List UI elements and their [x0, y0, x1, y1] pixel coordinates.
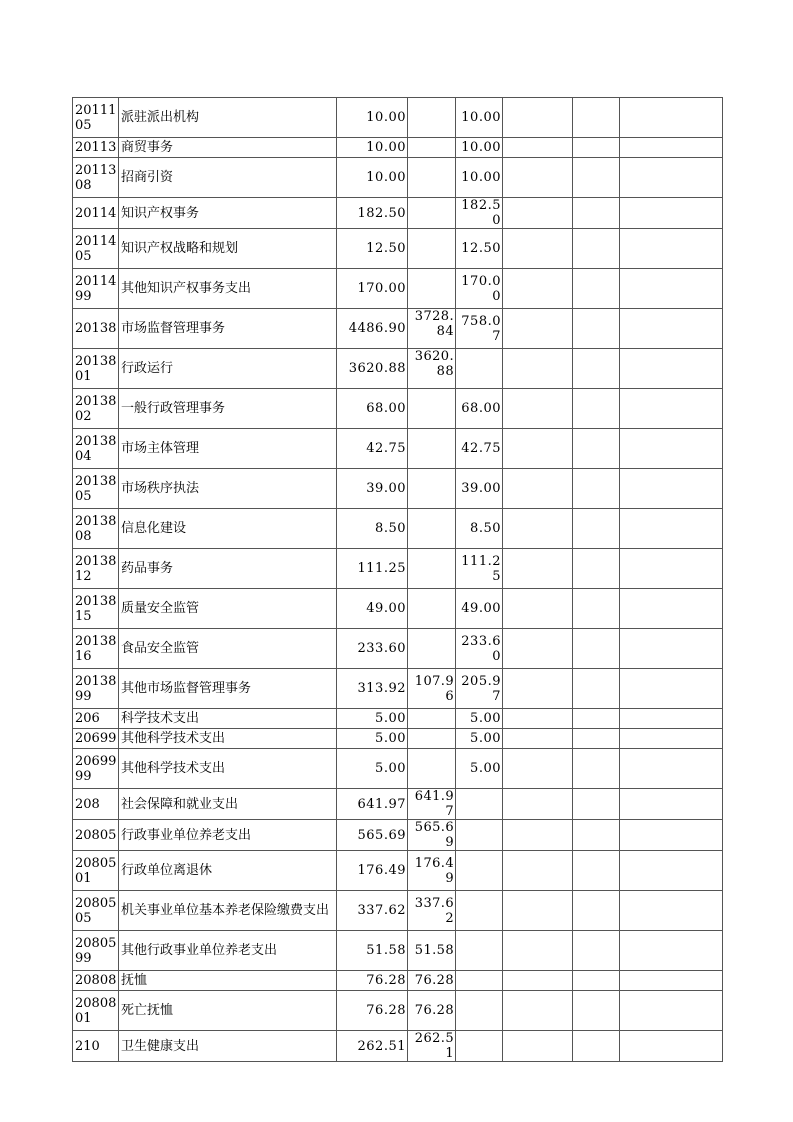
table-row	[73, 729, 723, 749]
account-name-cell: 其他科学技术支出	[119, 729, 337, 749]
total-amount-cell: 42.75	[337, 429, 408, 469]
empty-cell	[573, 309, 620, 349]
basic-expenditure-cell	[408, 429, 456, 469]
total-amount-cell: 337.62	[337, 891, 408, 931]
account-code-cell: 208	[73, 789, 119, 820]
basic-expenditure-cell: 76.28	[408, 991, 456, 1031]
total-amount-cell: 641.97	[337, 789, 408, 820]
total-amount-cell: 10.00	[337, 138, 408, 158]
table-row	[73, 389, 723, 429]
table-row	[73, 549, 723, 589]
project-expenditure-cell: 39.00	[456, 469, 503, 509]
empty-cell	[503, 269, 573, 309]
total-amount-cell: 76.28	[337, 971, 408, 991]
account-code-cell: 2013816	[73, 629, 119, 669]
empty-cell	[620, 349, 723, 389]
empty-cell	[620, 229, 723, 269]
table-row	[73, 971, 723, 991]
basic-expenditure-cell: 176.49	[408, 851, 456, 891]
basic-expenditure-cell	[408, 98, 456, 138]
empty-cell	[620, 198, 723, 229]
empty-cell	[573, 931, 620, 971]
empty-cell	[573, 429, 620, 469]
empty-cell	[620, 789, 723, 820]
project-expenditure-cell	[456, 1031, 503, 1062]
total-amount-cell: 51.58	[337, 931, 408, 971]
account-code-cell: 20113	[73, 138, 119, 158]
empty-cell	[503, 891, 573, 931]
empty-cell	[620, 851, 723, 891]
account-code-cell: 2011405	[73, 229, 119, 269]
account-name-cell: 其他知识产权事务支出	[119, 269, 337, 309]
account-name-cell: 市场主体管理	[119, 429, 337, 469]
basic-expenditure-cell	[408, 549, 456, 589]
account-name-cell: 死亡抚恤	[119, 991, 337, 1031]
empty-cell	[503, 1031, 573, 1062]
account-name-cell: 招商引资	[119, 158, 337, 198]
empty-cell	[620, 709, 723, 729]
account-name-cell: 知识产权战略和规划	[119, 229, 337, 269]
empty-cell	[503, 729, 573, 749]
empty-cell	[573, 229, 620, 269]
table-row	[73, 138, 723, 158]
table-row	[73, 469, 723, 509]
project-expenditure-cell: 170.00	[456, 269, 503, 309]
account-name-cell: 派驻派出机构	[119, 98, 337, 138]
total-amount-cell: 8.50	[337, 509, 408, 549]
account-code-cell: 20138	[73, 309, 119, 349]
account-code-cell: 2013812	[73, 549, 119, 589]
empty-cell	[573, 851, 620, 891]
table-row	[73, 991, 723, 1031]
total-amount-cell: 12.50	[337, 229, 408, 269]
account-name-cell: 信息化建设	[119, 509, 337, 549]
basic-expenditure-cell: 107.96	[408, 669, 456, 709]
empty-cell	[503, 309, 573, 349]
empty-cell	[503, 971, 573, 991]
empty-cell	[573, 991, 620, 1031]
account-name-cell: 社会保障和就业支出	[119, 789, 337, 820]
project-expenditure-cell: 49.00	[456, 589, 503, 629]
empty-cell	[620, 549, 723, 589]
account-name-cell: 药品事务	[119, 549, 337, 589]
project-expenditure-cell: 12.50	[456, 229, 503, 269]
table-row	[73, 709, 723, 729]
account-name-cell: 机关事业单位基本养老保险缴费支出	[119, 891, 337, 931]
account-name-cell: 卫生健康支出	[119, 1031, 337, 1062]
table-row	[73, 158, 723, 198]
empty-cell	[620, 138, 723, 158]
table-row	[73, 98, 723, 138]
table-row	[73, 931, 723, 971]
account-name-cell: 市场监督管理事务	[119, 309, 337, 349]
empty-cell	[573, 158, 620, 198]
total-amount-cell: 233.60	[337, 629, 408, 669]
project-expenditure-cell	[456, 891, 503, 931]
project-expenditure-cell: 233.60	[456, 629, 503, 669]
account-code-cell: 2013815	[73, 589, 119, 629]
account-code-cell: 206	[73, 709, 119, 729]
project-expenditure-cell: 10.00	[456, 138, 503, 158]
empty-cell	[620, 749, 723, 789]
project-expenditure-cell: 182.50	[456, 198, 503, 229]
table-row	[73, 429, 723, 469]
total-amount-cell: 76.28	[337, 991, 408, 1031]
project-expenditure-cell	[456, 991, 503, 1031]
empty-cell	[573, 349, 620, 389]
empty-cell	[620, 98, 723, 138]
empty-cell	[503, 629, 573, 669]
basic-expenditure-cell	[408, 509, 456, 549]
table-row	[73, 789, 723, 820]
table-row	[73, 198, 723, 229]
total-amount-cell: 5.00	[337, 729, 408, 749]
empty-cell	[573, 98, 620, 138]
total-amount-cell: 565.69	[337, 820, 408, 851]
project-expenditure-cell: 10.00	[456, 98, 503, 138]
account-code-cell: 2069999	[73, 749, 119, 789]
basic-expenditure-cell	[408, 229, 456, 269]
account-name-cell: 食品安全监管	[119, 629, 337, 669]
account-name-cell: 抚恤	[119, 971, 337, 991]
total-amount-cell: 10.00	[337, 98, 408, 138]
total-amount-cell: 10.00	[337, 158, 408, 198]
total-amount-cell: 5.00	[337, 709, 408, 729]
empty-cell	[620, 509, 723, 549]
account-code-cell: 2013805	[73, 469, 119, 509]
project-expenditure-cell	[456, 349, 503, 389]
project-expenditure-cell: 10.00	[456, 158, 503, 198]
account-name-cell: 其他市场监督管理事务	[119, 669, 337, 709]
account-name-cell: 市场秩序执法	[119, 469, 337, 509]
empty-cell	[620, 589, 723, 629]
account-name-cell: 其他科学技术支出	[119, 749, 337, 789]
account-code-cell: 2011105	[73, 98, 119, 138]
table-row	[73, 749, 723, 789]
project-expenditure-cell: 205.97	[456, 669, 503, 709]
table-row	[73, 269, 723, 309]
empty-cell	[503, 138, 573, 158]
empty-cell	[620, 1031, 723, 1062]
empty-cell	[503, 229, 573, 269]
empty-cell	[620, 820, 723, 851]
empty-cell	[620, 669, 723, 709]
empty-cell	[503, 589, 573, 629]
empty-cell	[620, 158, 723, 198]
empty-cell	[620, 971, 723, 991]
empty-cell	[620, 269, 723, 309]
basic-expenditure-cell: 337.62	[408, 891, 456, 931]
table-row	[73, 891, 723, 931]
empty-cell	[620, 389, 723, 429]
empty-cell	[573, 749, 620, 789]
empty-cell	[620, 309, 723, 349]
basic-expenditure-cell: 641.97	[408, 789, 456, 820]
total-amount-cell: 3620.88	[337, 349, 408, 389]
empty-cell	[573, 269, 620, 309]
basic-expenditure-cell	[408, 629, 456, 669]
account-code-cell: 2080599	[73, 931, 119, 971]
account-code-cell: 210	[73, 1031, 119, 1062]
basic-expenditure-cell	[408, 138, 456, 158]
total-amount-cell: 5.00	[337, 749, 408, 789]
empty-cell	[620, 469, 723, 509]
empty-cell	[573, 971, 620, 991]
account-name-cell: 商贸事务	[119, 138, 337, 158]
basic-expenditure-cell	[408, 749, 456, 789]
account-code-cell: 20805	[73, 820, 119, 851]
budget-expenditure-table	[72, 97, 723, 1062]
table-row	[73, 1031, 723, 1062]
empty-cell	[573, 729, 620, 749]
project-expenditure-cell	[456, 931, 503, 971]
basic-expenditure-cell	[408, 158, 456, 198]
empty-cell	[573, 891, 620, 931]
account-name-cell: 行政运行	[119, 349, 337, 389]
account-name-cell: 知识产权事务	[119, 198, 337, 229]
empty-cell	[503, 98, 573, 138]
account-name-cell: 行政事业单位养老支出	[119, 820, 337, 851]
empty-cell	[573, 389, 620, 429]
total-amount-cell: 262.51	[337, 1031, 408, 1062]
project-expenditure-cell: 5.00	[456, 729, 503, 749]
basic-expenditure-cell	[408, 269, 456, 309]
total-amount-cell: 111.25	[337, 549, 408, 589]
account-code-cell: 2011499	[73, 269, 119, 309]
table-row	[73, 629, 723, 669]
account-code-cell: 2013801	[73, 349, 119, 389]
project-expenditure-cell: 111.25	[456, 549, 503, 589]
account-code-cell: 2080505	[73, 891, 119, 931]
project-expenditure-cell: 5.00	[456, 749, 503, 789]
empty-cell	[620, 429, 723, 469]
project-expenditure-cell	[456, 971, 503, 991]
total-amount-cell: 176.49	[337, 851, 408, 891]
empty-cell	[503, 509, 573, 549]
empty-cell	[573, 469, 620, 509]
project-expenditure-cell	[456, 789, 503, 820]
empty-cell	[573, 629, 620, 669]
table-row	[73, 669, 723, 709]
account-name-cell: 质量安全监管	[119, 589, 337, 629]
empty-cell	[503, 158, 573, 198]
account-code-cell: 2013804	[73, 429, 119, 469]
empty-cell	[573, 549, 620, 589]
empty-cell	[573, 789, 620, 820]
empty-cell	[573, 589, 620, 629]
empty-cell	[503, 469, 573, 509]
total-amount-cell: 313.92	[337, 669, 408, 709]
empty-cell	[503, 349, 573, 389]
basic-expenditure-cell: 262.51	[408, 1031, 456, 1062]
empty-cell	[503, 931, 573, 971]
empty-cell	[503, 669, 573, 709]
empty-cell	[573, 669, 620, 709]
empty-cell	[573, 509, 620, 549]
account-code-cell: 20114	[73, 198, 119, 229]
empty-cell	[503, 851, 573, 891]
table-row	[73, 820, 723, 851]
total-amount-cell: 182.50	[337, 198, 408, 229]
account-name-cell: 科学技术支出	[119, 709, 337, 729]
basic-expenditure-cell	[408, 709, 456, 729]
account-code-cell: 2013899	[73, 669, 119, 709]
table-row	[73, 309, 723, 349]
basic-expenditure-cell: 51.58	[408, 931, 456, 971]
empty-cell	[573, 709, 620, 729]
empty-cell	[503, 820, 573, 851]
basic-expenditure-cell: 3620.88	[408, 349, 456, 389]
table-row	[73, 589, 723, 629]
empty-cell	[620, 629, 723, 669]
total-amount-cell: 170.00	[337, 269, 408, 309]
empty-cell	[503, 789, 573, 820]
table-row	[73, 509, 723, 549]
empty-cell	[620, 729, 723, 749]
project-expenditure-cell: 8.50	[456, 509, 503, 549]
account-name-cell: 其他行政事业单位养老支出	[119, 931, 337, 971]
project-expenditure-cell: 42.75	[456, 429, 503, 469]
empty-cell	[573, 198, 620, 229]
project-expenditure-cell: 5.00	[456, 709, 503, 729]
table-row	[73, 349, 723, 389]
account-code-cell: 2080801	[73, 991, 119, 1031]
basic-expenditure-cell: 76.28	[408, 971, 456, 991]
empty-cell	[573, 138, 620, 158]
empty-cell	[503, 991, 573, 1031]
basic-expenditure-cell	[408, 389, 456, 429]
project-expenditure-cell	[456, 820, 503, 851]
empty-cell	[573, 1031, 620, 1062]
account-code-cell: 20808	[73, 971, 119, 991]
total-amount-cell: 68.00	[337, 389, 408, 429]
total-amount-cell: 49.00	[337, 589, 408, 629]
basic-expenditure-cell: 565.69	[408, 820, 456, 851]
table-row	[73, 229, 723, 269]
account-code-cell: 2080501	[73, 851, 119, 891]
empty-cell	[503, 709, 573, 729]
account-code-cell: 2013808	[73, 509, 119, 549]
account-code-cell: 20699	[73, 729, 119, 749]
basic-expenditure-cell	[408, 729, 456, 749]
empty-cell	[503, 549, 573, 589]
table-body	[73, 98, 723, 1062]
basic-expenditure-cell	[408, 589, 456, 629]
basic-expenditure-cell: 3728.84	[408, 309, 456, 349]
empty-cell	[620, 931, 723, 971]
empty-cell	[620, 891, 723, 931]
table-row	[73, 851, 723, 891]
project-expenditure-cell: 758.07	[456, 309, 503, 349]
empty-cell	[503, 749, 573, 789]
empty-cell	[573, 820, 620, 851]
project-expenditure-cell: 68.00	[456, 389, 503, 429]
total-amount-cell: 39.00	[337, 469, 408, 509]
account-code-cell: 2013802	[73, 389, 119, 429]
account-name-cell: 一般行政管理事务	[119, 389, 337, 429]
account-name-cell: 行政单位离退休	[119, 851, 337, 891]
empty-cell	[503, 198, 573, 229]
basic-expenditure-cell	[408, 469, 456, 509]
total-amount-cell: 4486.90	[337, 309, 408, 349]
empty-cell	[620, 991, 723, 1031]
basic-expenditure-cell	[408, 198, 456, 229]
account-code-cell: 2011308	[73, 158, 119, 198]
empty-cell	[503, 429, 573, 469]
project-expenditure-cell	[456, 851, 503, 891]
empty-cell	[503, 389, 573, 429]
